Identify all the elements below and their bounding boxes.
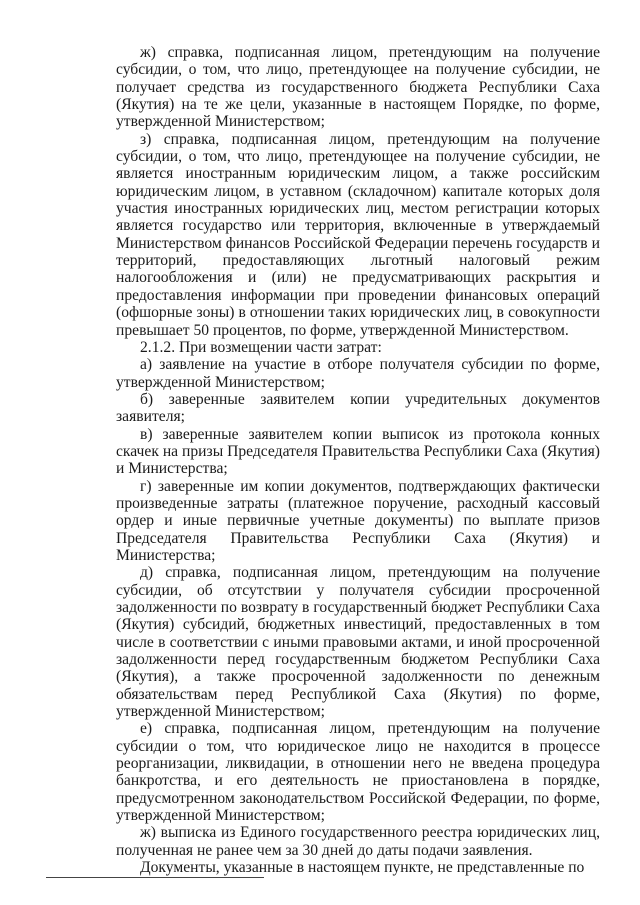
paragraph-g-expense-documents: г) заверенные им копии документов, подтверждающих фактически произведенные затраты (платежное поручение, расходный кассовый ордер и иные первичные учетные документы) по выплате призов Председателя Правительства Республики Саха (Якутия) и Министерства; [116,477,600,564]
paragraph-documents-continuation: Документы, указанные в настоящем пункте, не представленные по [140,859,585,877]
footnote-divider [46,877,264,878]
document-body [116,44,600,877]
section-heading-2-1-2: 2.1.2. При возмещении части затрат: [140,338,382,356]
paragraph-zh-registry-extract: ж) выписка из Единого государственного реестра юридических лиц, полученная не ранее чем за 30 дней до даты подачи заявления. [116,824,600,859]
paragraph-b-founding-documents: б) заверенные заявителем копии учредительных документов заявителя; [116,390,600,426]
paragraph-a-application: а) заявление на участие в отборе получателя субсидии по форме, утвержденной Министерством; [116,356,600,391]
paragraph-zh-certificate-no-state-funds: ж) справка, подписанная лицом, претендующим на получение субсидии, о том, что лицо, претендующее на получение субсидии, не получает средства из государственного бюджета Республики Саха (Якутия) на те же цели, указанные в настоящем Порядке, по форме, утвержденной Министерством; [116,44,600,131]
paragraph-z-certificate-not-foreign-entity: з) справка, подписанная лицом, претендующим на получение субсидии, о том, что лицо, претендующее на получение субсидии, не является иностранным юридическим лицом, а также российским юридическим лицом, в уставном (складочном) капитале которых доля участия иностранных юридических лиц, местом регистрации которых является государство или территория, включенные в утверждаемый Министерством финансов Российской Федерации перечень государств и территорий, предоставляющих льготный налоговый режим налогообложения и (или) не предусматривающих раскрытия и предоставления информации при проведении финансовых операций (офшорные зоны) в отношении таких юридических лиц, в совокупности превышает 50 процентов, по форме, утвержденной Министерством. [116,130,600,339]
paragraph-e-certificate-no-reorganization: е) справка, подписанная лицом, претендующим на получение субсидии о том, что юридическое лицо не находится в процессе реорганизации, ликвидации, в отношении него не введена процедура банкротства, и его деятельность не приостановлена в порядке, предусмотренном законодательством Российской Федерации, по форме, утвержденной Министерством; [116,720,600,825]
paragraph-d-certificate-no-debt: д) справка, подписанная лицом, претендующим на получение субсидии, об отсутствии у получателя субсидии просроченной задолженности по возврату в государственный бюджет Республики Саха (Якутия) субсидий, бюджетных инвестиций, предоставленных в том числе в соответствии с иными правовыми актами, и иной просроченной задолженности перед государственным бюджетом Республики Саха (Якутия), а также просроченной задолженности по денежным обязательствам перед Республикой Саха (Якутия) по форме, утвержденной Министерством; [116,564,600,721]
paragraph-v-race-protocol-extracts: в) заверенные заявителем копии выписок из протокола конных скачек на призы Председателя Правительства Республики Саха (Якутия) и Министерства; [116,425,600,478]
